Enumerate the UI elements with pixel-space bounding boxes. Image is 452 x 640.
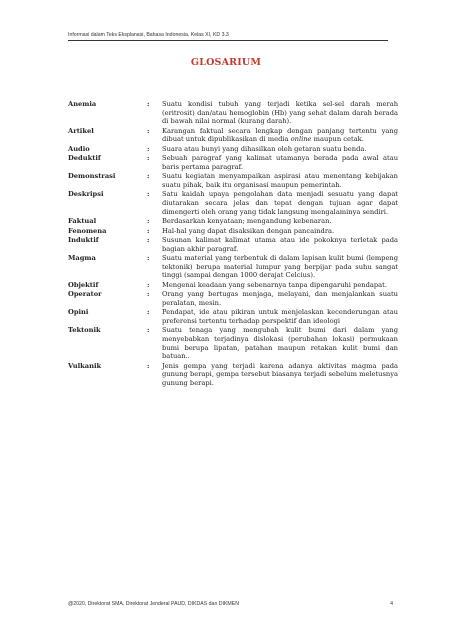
separator: : [147, 172, 150, 181]
separator: : [147, 361, 150, 370]
separator: : [147, 217, 150, 226]
glossary-entry-deduktif [68, 154, 398, 171]
definition: Mengenai keadaan yang sebenarnya tanpa dipengaruhi pendapat. [162, 280, 387, 289]
glossary-entry-deskripsi [68, 190, 398, 216]
glossary-entry-magma [68, 254, 398, 280]
page-footer [68, 601, 393, 607]
definition: Pendapat, ide atau pikiran untuk menjelaskan kecenderungan atau preferensi tertentu terhadap perspektif dan ideologi [162, 308, 398, 325]
separator: : [147, 280, 150, 289]
glossary-entry-induktif [68, 236, 398, 253]
glossary-entry-artikel [68, 127, 398, 144]
definition: Suatu kegiatan menyampaikan aspirasi atau menentang kebijakan suatu pihak, baik itu organisasi maupun pemerintah. [162, 172, 398, 189]
separator: : [147, 236, 150, 245]
definition: Suatu kondisi tubuh yang terjadi ketika sel-sel darah merah (eritrosit) dan/atau hemoglobin (Hb) yang sehat dalam darah berada di bawah nilai normal (kurang darah). [162, 100, 398, 126]
page-title: GLOSARIUM [190, 57, 262, 68]
page-header [68, 32, 388, 41]
glossary-entry-fenomena [68, 227, 398, 236]
glossary-entry-anemia [68, 100, 398, 126]
glossary-entry-opini [68, 308, 398, 325]
definition: Suatu tenaga yang mengubah kulit bumi dari dalam yang menyebabkan terjadinya dislokasi (perubahan lokasi) permukaan bumi berupa lipatan, patahan maupun retakan kulit bumi dan batuan.. [162, 326, 398, 361]
glossary-entry-vulkanik [68, 362, 398, 388]
separator: : [147, 190, 150, 199]
definition: Susunan kalimat kalimat utama atau ide pokoknya terletak pada bagian akhir paragraf. [162, 236, 398, 253]
separator: : [147, 144, 150, 153]
glossary-entry-operator [68, 290, 398, 307]
header-text: Informasi dalam Teks Eksplanasi, Bahasa Indonesia, Kelas XI, KD 3.3 [68, 32, 229, 38]
term: Objektif [68, 280, 99, 289]
term: Demonstrasi [68, 172, 116, 181]
definition: Berdasarkan kenyataan; mengandung kebenaran. [162, 217, 332, 226]
separator: : [147, 308, 150, 317]
term: Operator [68, 290, 102, 299]
separator: : [147, 326, 150, 335]
definition: Suara atau bunyi yang dihasilkan oleh getaran suatu benda. [162, 144, 367, 153]
definition-italic: online [290, 135, 312, 144]
glossary-entry-objektif [68, 281, 398, 290]
term: Magma [68, 254, 96, 263]
page-number: 4 [390, 601, 393, 607]
footer-copyright: @2020, Direktorat SMA, Direktorat Jenderal PAUD, DIKDAS dan DIKMEN [68, 601, 239, 607]
glossary-entry-demonstrasi [68, 172, 398, 189]
term: Faktual [68, 217, 97, 226]
glossary-entry-tektonik [68, 326, 398, 360]
glossary-entry-faktual [68, 217, 398, 226]
definition [162, 127, 398, 144]
term: Induktif [68, 236, 99, 245]
definition: Hal-hal yang dapat disaksikan dengan pancaindra. [162, 226, 335, 235]
definition: Satu kaidah upaya pengolahan data menjadi sesuatu yang dapat diutarakan secara jelas dan tepat dengan tujuan agar dapat dimengerti oleh orang yang tidak langsung mengalaminya sendiri. [162, 190, 398, 216]
term: Anemia [68, 100, 97, 108]
term: Tektonik [68, 326, 101, 335]
term: Vulkanik [68, 361, 102, 370]
definition: Orang yang bertugas menjaga, melayani, dan menjalankan suatu peralatan, mesin. [162, 290, 398, 307]
definition-part: maupun cetak. [311, 135, 364, 144]
term: Deduktif [68, 154, 101, 163]
term: Fenomena [68, 226, 107, 235]
definition: Jenis gempa yang terjadi karena adanya aktivitas magma pada gunung berapi, gempa tersebut biasanya terjadi sebelum meletusnya gunung berapi. [162, 361, 398, 387]
separator: : [147, 100, 150, 108]
definition: Sebuah paragraf yang kalimat utamanya berada pada awal atau baris pertama paragraf. [162, 154, 398, 171]
glossary-entry-audio [68, 145, 398, 154]
separator: : [147, 154, 150, 163]
term: Opini [68, 308, 89, 317]
separator: : [147, 290, 150, 299]
separator: : [147, 254, 150, 263]
definition-part: Karangan faktual secara lengkap dengan panjang tertentu yang dibuat untuk dipublikasikan di media [162, 126, 398, 144]
separator: : [147, 126, 150, 135]
definition: Suatu material yang terbentuk di dalam lapisan kulit bumi (lempeng tektonik) berupa material lumpur yang berpijar pada suhu sangat tinggi (sampai dengan 1000 derajat Celcius). [162, 254, 398, 280]
term: Deskripsi [68, 190, 104, 199]
term: Audio [68, 144, 90, 153]
glossary-list [68, 100, 398, 388]
term: Artikel [68, 126, 94, 135]
separator: : [147, 226, 150, 235]
